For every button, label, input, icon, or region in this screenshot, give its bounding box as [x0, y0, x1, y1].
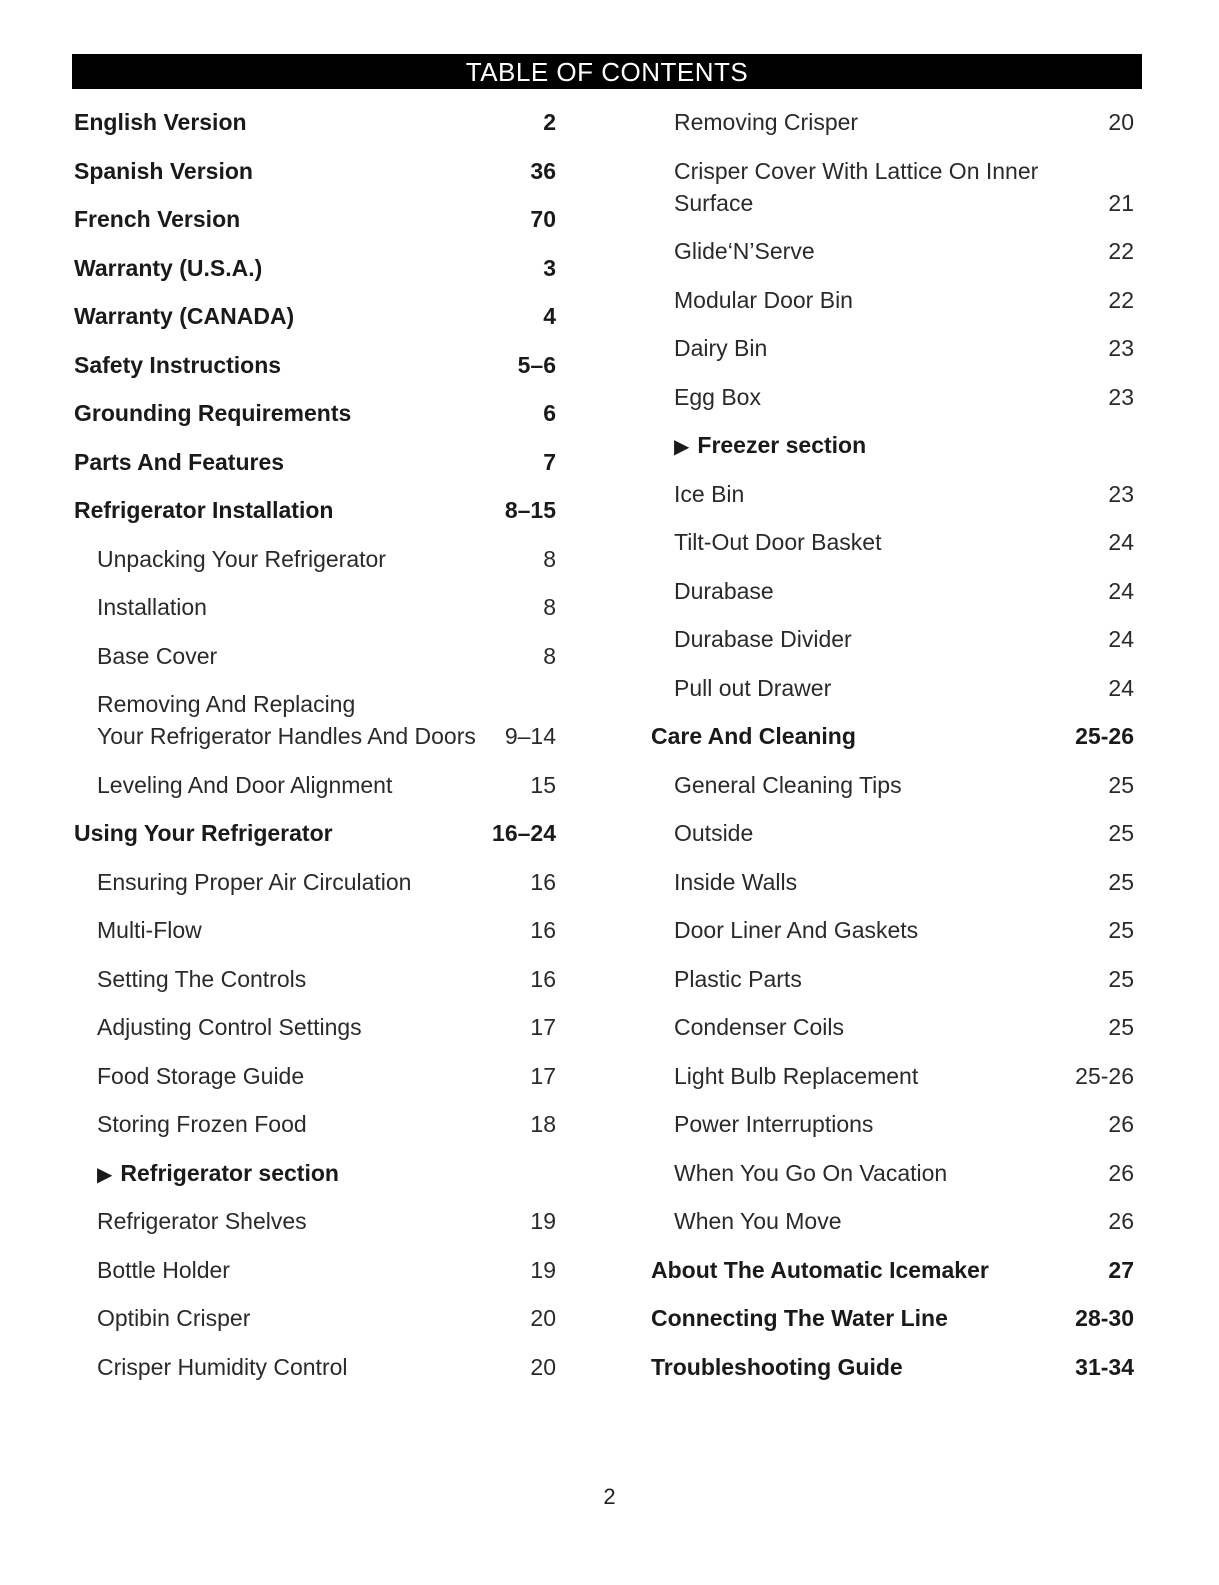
toc-entry-page: 25-26	[1075, 1062, 1134, 1089]
toc-entry	[97, 1060, 556, 1092]
toc-entry-page: 28-30	[1075, 1305, 1134, 1331]
toc-entry-label: When You Go On Vacation	[674, 1159, 948, 1186]
toc-entry	[74, 349, 556, 381]
toc-entry-label: Plastic Parts	[674, 965, 802, 992]
toc-entry-page: 36	[530, 157, 556, 184]
toc-entry-label: Durabase Divider	[674, 626, 852, 652]
toc-entry-page: 25	[1108, 917, 1134, 943]
toc-entry	[97, 1157, 556, 1189]
toc-entry-label: Egg Box	[674, 383, 761, 410]
toc-entry-label: Refrigerator Shelves	[97, 1208, 307, 1234]
toc-entry	[74, 252, 556, 284]
toc-entry	[74, 106, 556, 138]
toc-entry	[97, 1205, 556, 1237]
toc-entry-label: Warranty (U.S.A.)	[74, 254, 263, 281]
toc-entry	[97, 1254, 556, 1286]
toc-entry-page: 7	[543, 448, 556, 475]
toc-entry-label: Using Your Refrigerator	[74, 820, 333, 846]
toc-entry	[74, 155, 556, 187]
section-title: Refrigerator section	[120, 1159, 339, 1186]
toc-entry	[674, 575, 1134, 607]
toc-entry-page: 17	[530, 1014, 556, 1040]
toc-entry	[97, 1351, 556, 1383]
toc-header: TABLE OF CONTENTS	[72, 54, 1142, 89]
toc-entry-page: 8	[543, 642, 556, 669]
toc-entry-label: Leveling And Door Alignment	[97, 771, 393, 798]
toc-entry	[674, 332, 1134, 364]
toc-entry-label: Optibin Crisper	[97, 1305, 251, 1331]
toc-entry-label: Parts And Features	[74, 448, 285, 475]
toc-entry	[97, 640, 556, 672]
toc-entry-page: 24	[1108, 674, 1134, 701]
toc-entry-label: Safety Instructions	[74, 351, 282, 378]
toc-entry-page: 6	[543, 400, 556, 426]
toc-entry-label: Dairy Bin	[674, 335, 768, 361]
toc-entry	[674, 235, 1134, 267]
toc-entry-page: 19	[530, 1208, 556, 1234]
toc-entry-label: Adjusting Control Settings	[97, 1014, 362, 1040]
toc-entry-page: 26	[1108, 1111, 1134, 1137]
toc-entry-page: 23	[1108, 480, 1134, 507]
toc-entry-label: Pull out Drawer	[674, 674, 832, 701]
toc-entry-label: Door Liner And Gaskets	[674, 917, 919, 943]
toc-entry-label: Multi-Flow	[97, 917, 202, 943]
play-arrow-icon: ▶	[674, 436, 690, 458]
toc-entry-label: General Cleaning Tips	[674, 771, 902, 798]
toc-entry	[97, 866, 556, 898]
toc-entry-label: Inside Walls	[674, 868, 798, 895]
toc-entry-label: Crisper Cover With Lattice On Inner Surface	[674, 157, 1039, 216]
toc-entry-label: French Version	[74, 206, 241, 232]
toc-entry-page: 25-26	[1075, 723, 1134, 749]
toc-entry-label: Spanish Version	[74, 157, 253, 184]
toc-entry-label: Connecting The Water Line	[651, 1305, 948, 1331]
toc-entry-label: Installation	[97, 594, 207, 620]
toc-entry-page: 8–15	[504, 497, 556, 523]
toc-entry-label: Refrigerator Installation	[74, 497, 334, 523]
toc-entry	[97, 963, 556, 995]
toc-entry-page: 18	[530, 1111, 556, 1137]
toc-entry	[674, 106, 1134, 138]
toc-entry-page: 4	[543, 303, 556, 329]
toc-entry-page: 20	[530, 1353, 556, 1380]
toc-entry-page: 23	[1108, 383, 1134, 410]
toc-entry-page: 25	[1108, 1014, 1134, 1040]
toc-entry	[674, 1157, 1134, 1189]
toc-entry	[651, 1302, 1134, 1334]
toc-entry	[97, 688, 556, 752]
play-arrow-icon: ▶	[97, 1163, 113, 1186]
toc-entry-label: Bottle Holder	[97, 1256, 230, 1283]
toc-entry	[97, 543, 556, 575]
toc-entry	[674, 866, 1134, 898]
toc-entry-page: 15	[530, 771, 556, 798]
toc-entry-page: 24	[1108, 529, 1134, 555]
toc-entry-label: When You Move	[674, 1208, 842, 1234]
toc-entry	[651, 720, 1134, 752]
section-title: Freezer section	[697, 432, 867, 458]
toc-entry-page: 25	[1108, 965, 1134, 992]
toc-entry	[674, 284, 1134, 316]
toc-entry	[97, 1011, 556, 1043]
toc-entry-page: 20	[1108, 109, 1134, 135]
toc-entry-label: Storing Frozen Food	[97, 1111, 307, 1137]
toc-entry-page: 22	[1108, 238, 1134, 264]
toc-entry-label: Base Cover	[97, 642, 218, 669]
toc-entry	[674, 155, 1134, 219]
toc-entry	[74, 397, 556, 429]
toc-entry-page: 26	[1108, 1208, 1134, 1234]
toc-entry-page: 31-34	[1075, 1353, 1134, 1380]
toc-entry-page: 20	[530, 1305, 556, 1331]
toc-entry	[74, 203, 556, 235]
toc-entry-page: 25	[1108, 868, 1134, 895]
toc-entry-page: 5–6	[517, 351, 556, 378]
toc-entry	[97, 914, 556, 946]
toc-entry-page: 70	[530, 206, 556, 232]
toc-entry	[674, 914, 1134, 946]
toc-entry	[674, 817, 1134, 849]
toc-entry	[674, 963, 1134, 995]
toc-entry-page: 25	[1108, 771, 1134, 798]
toc-entry-page: 24	[1108, 626, 1134, 652]
toc-entry-label: Condenser Coils	[674, 1014, 845, 1040]
toc-entry-page: 16	[530, 868, 556, 895]
toc-entry-page: 26	[1108, 1159, 1134, 1186]
toc-entry-label: Crisper Humidity Control	[97, 1353, 348, 1380]
toc-entry-page: 22	[1108, 286, 1134, 313]
toc-entry-label: Troubleshooting Guide	[651, 1353, 903, 1380]
toc-entry	[674, 1108, 1134, 1140]
toc-entry-label: Outside	[674, 820, 754, 846]
toc-entry	[97, 591, 556, 623]
toc-entry-label: Food Storage Guide	[97, 1062, 305, 1089]
toc-entry	[674, 623, 1134, 655]
toc-entry	[651, 1254, 1134, 1286]
toc-entry-page: 24	[1108, 577, 1134, 604]
toc-entry	[674, 526, 1134, 558]
toc-entry-page: 9–14	[504, 723, 556, 749]
toc-entry-label: About The Automatic Icemaker	[651, 1256, 989, 1283]
toc-entry	[97, 1302, 556, 1334]
page-number: 2	[603, 1484, 616, 1509]
toc-entry-page: 16	[530, 917, 556, 943]
toc-entry-label: Ice Bin	[674, 480, 745, 507]
toc-entry-page: 19	[530, 1256, 556, 1283]
toc-entry-label: Tilt-Out Door Basket	[674, 529, 882, 555]
toc-entry-label: Durabase	[674, 577, 774, 604]
toc-entry	[97, 1108, 556, 1140]
toc-entry-label: Power Interruptions	[674, 1111, 874, 1137]
toc-entry-label: Glide‘N’Serve	[674, 238, 815, 264]
toc-entry	[674, 672, 1134, 704]
toc-entry	[651, 1351, 1134, 1383]
toc-entry-page: 21	[1108, 189, 1134, 216]
toc-entry-page: 17	[530, 1062, 556, 1089]
toc-entry-label: Ensuring Proper Air Circulation	[97, 868, 412, 895]
toc-entry	[97, 769, 556, 801]
toc-entry	[674, 1011, 1134, 1043]
toc-entry-page: 23	[1108, 335, 1134, 361]
toc-entry-page: 16	[530, 965, 556, 992]
toc-entry-label: Removing Crisper	[674, 109, 859, 135]
toc-entry	[674, 478, 1134, 510]
toc-entry-page: 25	[1108, 820, 1134, 846]
toc-entry-label	[97, 1157, 339, 1191]
toc-entry-label: Grounding Requirements	[74, 400, 352, 426]
toc-entry	[674, 769, 1134, 801]
toc-entry	[74, 300, 556, 332]
toc-entry-label: English Version	[74, 109, 247, 135]
toc-entry-label: Care And Cleaning	[651, 723, 856, 749]
toc-entry-label: Modular Door Bin	[674, 286, 853, 313]
toc-entry	[74, 494, 556, 526]
toc-entry-label: Setting The Controls	[97, 965, 307, 992]
toc-entry-label: Unpacking Your Refrigerator	[97, 545, 386, 572]
toc-entry	[74, 446, 556, 478]
toc-entry-page: 2	[543, 109, 556, 135]
toc-entry-page: 8	[543, 545, 556, 572]
toc-entry-page: 3	[543, 254, 556, 281]
toc-entry-label: Warranty (CANADA)	[74, 303, 295, 329]
toc-entry-label: Removing And Replacing Your Refrigerator Handles And Doors	[97, 691, 476, 749]
toc-entry-page: 8	[543, 594, 556, 620]
toc-entry-page: 27	[1108, 1256, 1134, 1283]
toc-entry	[674, 1205, 1134, 1237]
toc-entry-label: Light Bulb Replacement	[674, 1062, 919, 1089]
toc-entry	[674, 381, 1134, 413]
toc-entry	[674, 429, 1134, 461]
toc-entry-label	[674, 429, 866, 463]
toc-entry	[674, 1060, 1134, 1092]
toc-entry	[74, 817, 556, 849]
toc-entry-page: 16–24	[492, 820, 556, 846]
